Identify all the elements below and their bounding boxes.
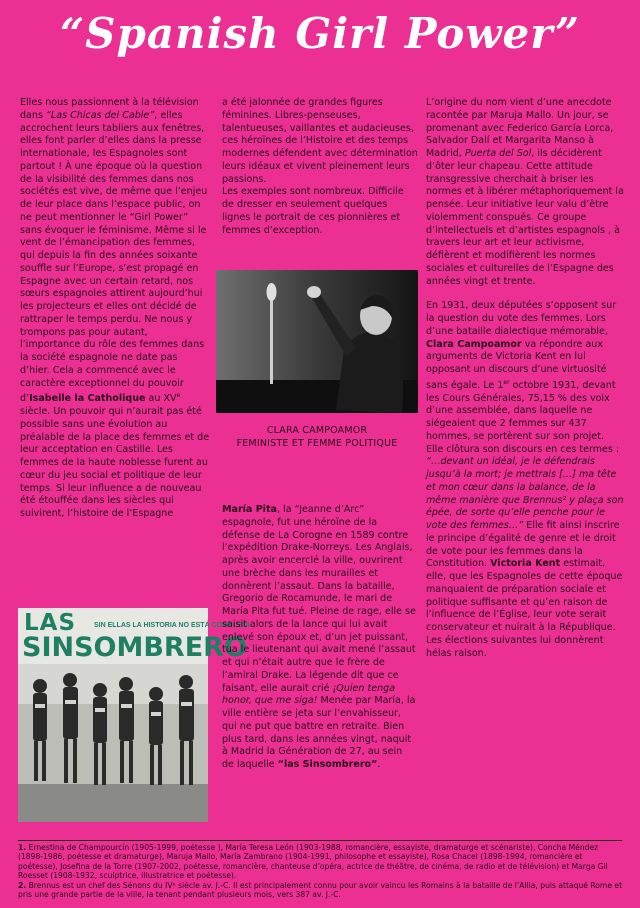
column-2-text bbox=[222, 97, 418, 237]
text-span: Menée par María, la ville entière se jeta sur l’envahisseur, qui ne put que battre en retraite. Bien plus tard, dans les années vingt, naquit à Madrid la Génération de 27, au sein de laquelle bbox=[222, 695, 416, 770]
poster-subtitle: SIN ELLAS LA HISTORIA NO ESTÁ COMPLETA bbox=[94, 622, 251, 629]
text-span: va répondre aux arguments de Victoria Kent en lui opposant un discours d’une virtuosité sans égale. Le 1 bbox=[426, 338, 607, 391]
column-2-paragraph-1: a été jalonnée de grandes figures féminines. Libres-penseuses, talentueuses, vaillantes et audacieuses, ces héroïnes de l’Histoire et des temps modernes défendent avec détermination leurs idéaux et vivent pleinement leurs passions. bbox=[222, 97, 418, 185]
text-span: . bbox=[377, 759, 381, 770]
maria-pita-name: María Pita bbox=[222, 504, 277, 515]
clara-campoamor-photo bbox=[216, 270, 418, 413]
footnote-2 bbox=[18, 881, 624, 900]
text-span: octobre 1931, devant les Cours Générales, 75,15 % des voix d’une assemblée, dans laquelle ne siégeaient que 2 femmes sur 437 hommes, se portèrent sur son projet. Elle clôtura son discours en ces termes : bbox=[426, 379, 620, 455]
battle-cry-quote: ¡Quien tenga honor, que me siga! bbox=[222, 682, 396, 707]
page-title: “Spanish Girl Power” bbox=[59, 9, 581, 58]
column-3-paragraph-2 bbox=[426, 300, 624, 660]
column-3-paragraph-1 bbox=[426, 97, 624, 288]
column-1-text bbox=[20, 97, 210, 521]
maria-pita-paragraph bbox=[222, 504, 416, 772]
footnote-number: 2. bbox=[18, 881, 27, 890]
footnote-1 bbox=[18, 843, 624, 881]
photo-image bbox=[216, 270, 418, 413]
show-title: “Las Chicas del Cable” bbox=[45, 109, 155, 121]
text-span: En 1931, deux députées s’opposent sur la question du vote des femmes. Lors d’une bataille dialectique mémorable, bbox=[426, 300, 617, 337]
speech-quote: “…devant un idéal, je le défendrais jusqu’à la mort; je mettrais […] ma tête et mon cœur dans la balance, de la même manière que Brennus² y plaça son épée, de sorte qu’elle penche pour le vote des femmes…” bbox=[426, 456, 624, 532]
superscript: e bbox=[176, 392, 181, 400]
text-span: siècle. Un pouvoir qui n’aurait pas été possible sans une évolution au préalable de la place des femmes et de leur acceptation en Castille. Les femmes de la haute noblesse furent au cœur du jeu social et politique de leur temps. Si leur influence a de nouveau été étouffée dans les siècles qui suivirent, l’histoire de l’Espagne bbox=[20, 406, 210, 520]
column-3-text bbox=[426, 97, 624, 660]
poster-title: SINSOMBRERO bbox=[22, 632, 247, 663]
place-name: Puerta del Sol bbox=[464, 148, 532, 159]
text-span: , ils décidèrent d’ôter leur chapeau. Cette attitude transgressive cherchait à briser les normes et à libérer métaphoriquement la pensée. Leur initiative leur valu d’être violemment conspués. Ce groupe d’intellectuels et d’artistes espagnols , à travers leur art et leur activisme, défièrent et modifièrent les normes sociales et culturelles de l’Espagne des années vingt et trente. bbox=[426, 148, 624, 287]
text-span: L’origine du nom vient d’une anecdote racontée par Maruja Mallo. Un jour, se promenant avec Federico García Lorca, Salvador Dalí et Margarita Manso à Madrid, bbox=[426, 97, 614, 159]
text-span: Elle fit ainsi inscrire le principe d’égalité de genre et le droit de vote pour les femmes dans la Constitution. bbox=[426, 520, 620, 570]
clara-name: Clara Campoamor bbox=[426, 338, 522, 350]
sinsombrero-name: “las Sinsombrero” bbox=[277, 759, 378, 770]
text-span: estimait, elle, que les Espagnoles de cette époque manquaient de préparation sociale et politique suffisante et qu’en raison de l’influence de l’Église, leur vote serait conservateur et nuirait à la République. Les élections suivantes lui donnèrent hélas raison. bbox=[426, 558, 623, 659]
caption-name: CLARA CAMPOAMOR bbox=[266, 425, 368, 436]
poster-las: LAS bbox=[24, 610, 77, 636]
column-2-paragraph-2: Les exemples sont nombreux. Difficile de dresser en seulement quelques lignes le portrait de ces pionnières et femmes d’exception. bbox=[222, 186, 404, 236]
footnote-number: 1. bbox=[18, 843, 27, 852]
text-span: Elles nous passionnent à la télévision dans bbox=[20, 97, 199, 121]
maria-pita-text bbox=[222, 504, 416, 772]
intro-paragraph bbox=[20, 97, 210, 521]
victoria-name: Victoria Kent bbox=[490, 558, 561, 570]
text-span: , la “Jeanne d’Arc” espagnole, fut une héroïne de la défense de La Corogne en 1589 contre l’expédition Drake-Norreys. Les Anglais, après avoir encerclé la ville, ouvrirent une brèche dans les murailles et donnèrent l’assaut. Dans la bataille, Gregorio de Rocamunde, le mari de María Pita fut tué. Pleine de rage, elle se saisit alors de la lance qui lui avait enlevé son époux et, d’un jet puissant, tua le lieutenant qui avait mené l’assaut et qui n’était autre que le frère de l’amiral Drake. La légende dit que ce faisant, elle aurait crié bbox=[222, 504, 416, 694]
footnote-divider bbox=[18, 840, 622, 841]
las-sinsombrero-poster bbox=[18, 608, 251, 820]
text-span: au XV bbox=[145, 393, 177, 405]
text-span: , elles accrochent leurs tabliers aux fenêtres, elles font parler d’elles dans la presse internationale, les Espagnoles sont partout ! À une époque où la question de la visibilité des femmes dans nos sociétés est vive, de même que l’enjeu de leur place dans l’espace public, on ne peut mentionner le “Girl Power” sans évoquer le féminisme. Même si le vent de l’émancipation des femmes, qui depuis la fin des années soixante souffle sur l’Europe, s’est propagé en Espagne avec un certain retard, nos sœurs espagnoles attirent aujourd’hui les projecteurs et elles ont décidé de rattraper le temps perdu. Ne nous y trompons pas pour autant, l’importance du rôle des femmes dans la société espagnole ne date pas d’hier. Cela a commencé avec le caractère exceptionnel du pouvoir d’ bbox=[20, 109, 208, 405]
isabelle-name: Isabelle la Catholique bbox=[29, 393, 146, 405]
caption-role: FEMINISTE ET FEMME POLITIQUE bbox=[236, 437, 398, 449]
footnote-text: Ernestina de Champourcín (1905-1999, poétesse ), María Teresa León (1903-1988, romancière, essayiste, dramaturge et scénariste), Concha Méndez (1898-1986, poétesse et dramaturge), Maruja Mallo, María Zambrano (1904-1991, philosophe et essayiste), Rosa Chacel (1898-1994, romancière et poétesse), Josefina de la Torre (1907-2002, poétesse, romancière, chanteuse d’opéra, actrice de théâtre, de cinéma, de radio et de télévision) et Marga Gil Roesset (1908-1932, sculptrice, illustratrice et poétesse). bbox=[18, 843, 608, 881]
poster-photo bbox=[18, 664, 208, 822]
superscript: er bbox=[503, 378, 510, 386]
photo-caption bbox=[216, 425, 418, 450]
footnote-text: Brennus est un chef des Sénons du IVᵉ siècle av. J.-C. Il est principalement connu pour avoir vaincu les Romains à la bataille de l’Allia, puis attaqué Rome et pris une grande partie de la ville, la tenant pendant plusieurs mois, vers 387 av. J.-C. bbox=[18, 881, 623, 900]
